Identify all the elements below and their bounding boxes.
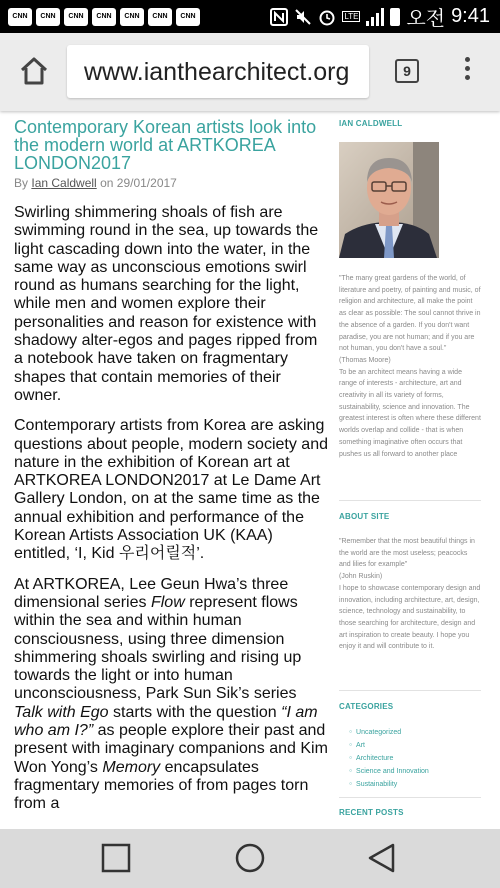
author-intro: To be an architect means having a wide range of interests - architecture, art and creativity in all its variety of forms, sustainability, science and innovation. The greatest interest is often where these different worlds overlap and collide - that is when something imaginative often occurs that pushes us all forward to another place xyxy=(339,368,481,458)
category-link[interactable]: ○ Sustainability xyxy=(349,778,429,791)
article-title[interactable]: Contemporary Korean artists look into the modern world at ARTKOREA LONDON2017 xyxy=(14,117,317,173)
sidebar-recent-posts-heading: RECENT POSTS xyxy=(339,808,404,817)
home-nav-icon[interactable] xyxy=(234,842,266,874)
p3-text-b: represent flows within the sea and within human consciousness, using three dimension shimmering shoals swirling and rising up towards the light or into human unconsciousness, Park Sun Sik’s series xyxy=(14,593,302,703)
category-list xyxy=(349,726,429,791)
mute-icon xyxy=(294,8,312,26)
category-link[interactable]: ○ Science and Innovation xyxy=(349,765,429,778)
date-prefix: on xyxy=(100,176,114,190)
recent-apps-icon[interactable] xyxy=(100,842,132,874)
time-ampm: 오전 xyxy=(406,8,446,30)
signal-icon xyxy=(366,8,384,26)
site-intro: I hope to showcase contemporary design and innovation, including architecture, art, design, science, technology and sustainability, to those searching for architecture, design and art inspiration to create beauty. I hope you enjoy it and will contribute to it. xyxy=(339,584,481,651)
sidebar-author-bio xyxy=(339,273,481,460)
quote-attribution-2: (John Ruskin) xyxy=(339,573,383,581)
back-nav-icon[interactable] xyxy=(366,842,398,874)
paragraph-1: Swirling shimmering shoals of fish are swimming round in the sea, up towards the light cascading down into the water, in the same way as unconscious emotions swirl round as humans searching for the light, while men and women explore their personalities and reason for existence with shadowy alter-egos and pages ripped from a notebook have taken on fragmentary shapes that contain memories of their owner. xyxy=(14,204,319,404)
browser-toolbar xyxy=(0,33,500,111)
p3-title-talk-with-ego: Talk with Ego xyxy=(14,703,109,721)
url-text: www.ianthearchitect.org xyxy=(84,58,350,86)
alarm-icon xyxy=(318,8,336,26)
status-bar xyxy=(0,0,500,33)
sidebar-about-heading: ABOUT SITE xyxy=(339,512,390,521)
p3-quote: “I am who am I?” xyxy=(14,703,318,740)
p3-text-a: At ARTKOREA, Lee Geun Hwa’s three dimensional series xyxy=(14,575,289,611)
author-link[interactable]: Ian Caldwell xyxy=(31,176,97,190)
p3-text-e: encapsulates fragmentary memories of from pages torn from a xyxy=(14,758,309,813)
battery-icon xyxy=(390,8,400,26)
category-link[interactable]: ○ Art xyxy=(349,739,429,752)
sidebar-divider xyxy=(339,500,481,501)
home-icon[interactable] xyxy=(18,55,50,87)
sidebar-divider xyxy=(339,690,481,691)
address-bar[interactable] xyxy=(67,45,369,98)
tab-switcher-button[interactable]: 9 xyxy=(395,59,419,83)
paragraph-2: Contemporary artists from Korea are asking questions about people, modern society and nature in the exhibition of Korean art at ARTKOREA LONDON2017 at Le Dame Art Gallery London, on at the same time as the annual exhibition and performance of the Korean Artists Association UK (KAA) entitled, ‘I, Kid 우리어릴적’. xyxy=(14,417,328,563)
sidebar-about-text xyxy=(339,536,481,653)
byline xyxy=(14,176,177,190)
author-photo xyxy=(339,142,439,258)
cnn-notification-icon: CNN xyxy=(36,8,60,26)
quote-attribution-1: (Thomas Moore) xyxy=(339,356,391,364)
post-date: 29/01/2017 xyxy=(116,176,177,190)
byline-prefix: By xyxy=(14,176,29,190)
sidebar xyxy=(339,118,481,130)
cnn-notification-icon: CNN xyxy=(64,8,88,26)
cnn-notification-icon: CNN xyxy=(8,8,32,26)
nfc-icon xyxy=(270,8,288,26)
clock: 9:41 xyxy=(451,5,490,27)
category-link[interactable]: ○ Uncategorized xyxy=(349,726,429,739)
sidebar-categories-heading: CATEGORIES xyxy=(339,702,394,711)
quote-john-ruskin: "Remember that the most beautiful things in the world are the most useless; peacocks and lilies for example" xyxy=(339,538,475,569)
sidebar-divider xyxy=(339,797,481,798)
cnn-notification-icon: CNN xyxy=(176,8,200,26)
sidebar-author-heading: IAN CALDWELL xyxy=(339,119,403,128)
p3-text-d: as people explore their past and present with imaginary companions and Kim Won Yong’s xyxy=(14,722,328,776)
system-navigation-bar xyxy=(0,829,500,888)
category-link[interactable]: ○ Architecture xyxy=(349,752,429,765)
quote-thomas-moore: "The many great gardens of the world, of literature and poetry, of painting and music, of religion and architecture, all make the point as clear as possible: The soul cannot thrive in the absence of a garden. If you don't want paradise, you are not human; and if you are not human, you don't have a soul." xyxy=(339,275,481,353)
article-body xyxy=(14,204,328,826)
cnn-notification-icon: CNN xyxy=(120,8,144,26)
network-type: LTE xyxy=(344,12,359,21)
cnn-notification-icon: CNN xyxy=(148,8,172,26)
cnn-notification-icon: CNN xyxy=(92,8,116,26)
notification-icons xyxy=(0,8,200,26)
p3-title-memory: Memory xyxy=(102,758,161,776)
p3-title-flow: Flow xyxy=(150,593,185,611)
overflow-menu-icon[interactable] xyxy=(460,57,474,87)
p3-text-c: starts with the question xyxy=(113,703,277,721)
paragraph-3 xyxy=(14,576,328,814)
